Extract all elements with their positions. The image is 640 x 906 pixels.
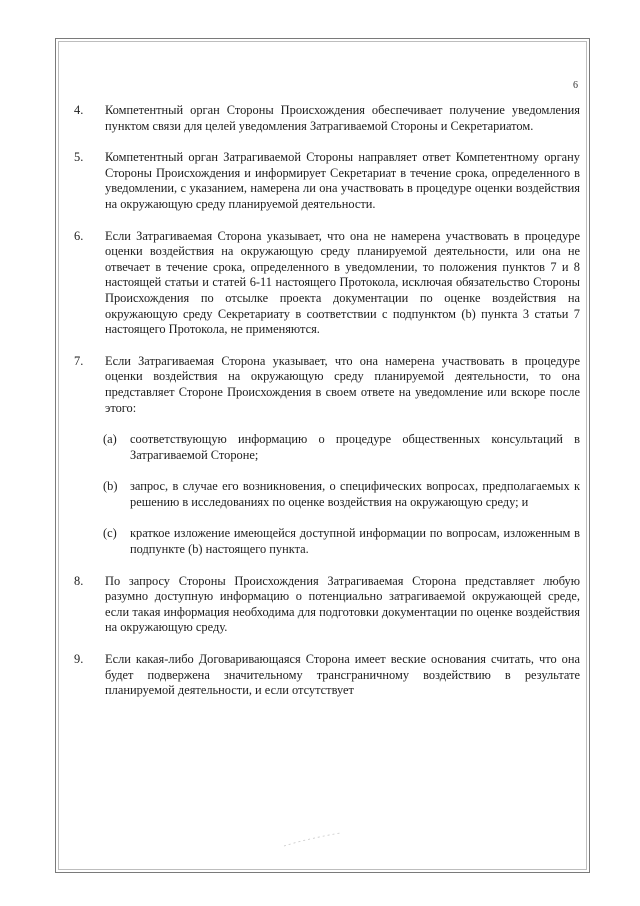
clause-number: 4. [74, 103, 84, 117]
clause-text: Компетентный орган Стороны Происхождения обеспечивает получение уведомления пунктом связи для целей уведомления Затрагиваемой Стороны и Секретариатом. [105, 103, 580, 133]
clause-4 [72, 103, 580, 134]
subclause-label: (c) [103, 526, 117, 541]
clause-text: Компетентный орган Затрагиваемой Стороны направляет ответ Компетентному органу Стороны Происхождения и информирует Секретариат в течение срока, определенного в уведомлении, с указанием, намерена ли она участвовать в процедуре оценки воздействия на окружающую среду планируемой деятельности. [105, 150, 580, 211]
document-body [72, 103, 580, 715]
clause-text: Если Затрагиваемая Сторона указывает, что она намерена участвовать в процедуре оценки воздействия на окружающую среду планируемой деятельности, то она представляет Стороне Происхождения в своем ответе на уведомление или вскоре после этого: [105, 353, 580, 415]
subclause-text: соответствующую информацию о процедуре общественных консультаций в Затрагиваемой Стороне; [130, 432, 580, 462]
clause-text: Если какая-либо Договаривающаяся Сторона имеет веские основания считать, что она будет подвержена значительному трансграничному воздействию в результате планируемой деятельности, и если отсутствует [105, 652, 580, 698]
subclause-b [103, 479, 580, 510]
clause-9 [72, 652, 580, 699]
clause-number: 8. [74, 573, 84, 588]
clause-text: По запросу Стороны Происхождения Затрагиваемая Сторона представляет любую разумно доступную информацию о потенциально затрагиваемой окружающей среде, если такая информация необходима для подготовки документации по оценке воздействия на окружающую среду. [105, 573, 580, 635]
clause-6 [72, 229, 580, 338]
scan-smudge [282, 830, 342, 850]
clause-number: 6. [74, 228, 84, 243]
clause-8 [72, 574, 580, 636]
clause-5 [72, 150, 580, 212]
clause-text: Если Затрагиваемая Сторона указывает, что она не намерена участвовать в процедуре оценки воздействия на окружающую среду планируемой деятельности, или она не отвечает в течение срока, определенного в уведомлении, то положения пунктов 7 и 8 настоящей статьи и статей 6-11 настоящего Протокола, исключая обязательство Стороны Происхождения по отсылке проекта документации по оценке воздействия на окружающую среду Секретариату в соответствии с подпунктом (b) пункта 3 статьи 7 настоящего Протокола, не применяются. [105, 228, 580, 337]
subclause-c [103, 526, 580, 557]
clause-number: 5. [74, 150, 84, 165]
subclause-label: (a) [103, 432, 117, 447]
page-number: 6 [573, 80, 578, 91]
subclause-a [103, 432, 580, 463]
clause-7 [72, 354, 580, 416]
subclause-label: (b) [103, 479, 118, 494]
subclause-text: запрос, в случае его возникновения, о специфических вопросах, предполагаемых к решению в исследованиях по оценке воздействия на окружающую среду; и [130, 479, 580, 509]
clause-number: 9. [74, 652, 84, 667]
subclause-text: краткое изложение имеющейся доступной информации по вопросам, изложенным в подпункте (b) настоящего пункта. [130, 526, 580, 557]
clause-number: 7. [74, 353, 84, 368]
